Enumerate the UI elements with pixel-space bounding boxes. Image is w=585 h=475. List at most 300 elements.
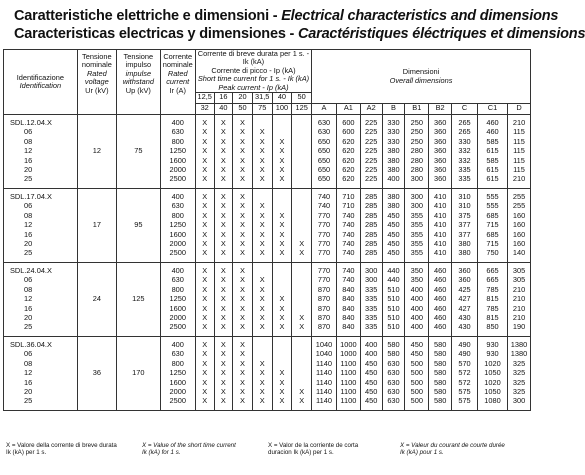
mark: X [259,294,265,304]
mark: X [220,377,226,387]
dimension-col-A [312,189,337,263]
dimension-value: 380 [387,201,400,211]
short-time-mark-col-1 [214,115,233,189]
dimension-value: 285 [365,248,378,258]
header-peak-it: Corrente di picco - Ip (kA) [211,65,296,75]
dimension-value: 427 [458,303,471,313]
mark: X [259,136,265,146]
mark: X [240,294,245,304]
dimension-value: 1380 [510,349,528,359]
mark: X [259,220,265,230]
dimension-value: 460 [486,127,499,137]
dimension-value: 305 [512,275,526,285]
mark: X [220,220,226,230]
mark: X [202,201,208,211]
table-body [4,50,531,411]
short-time-mark-col-3 [252,337,272,411]
mark: X [202,266,208,276]
mark: X [220,127,226,137]
dimension-col-A [312,115,337,189]
footer-note-es [268,442,358,457]
mark [273,201,292,210]
dimension-value: 785 [486,303,499,313]
dimension-value: 450 [387,238,400,248]
short-time-mark-col-4 [272,263,292,337]
dimension-value: 740 [342,238,355,248]
dimension-value: 115 [513,136,525,146]
header-impulse [117,50,161,115]
title-2-regular: Caracteristicas electricas y dimensiones - [14,26,298,42]
dimension-value: 210 [512,312,526,322]
dimension-col-D [508,189,531,263]
model-code: 08 [24,358,33,368]
dimension-value: 580 [433,368,447,378]
dimension-value: 460 [433,275,447,285]
dimension-value: 210 [512,118,526,128]
mark [292,211,311,220]
dimension-value: 427 [458,294,471,304]
footer-note-it [6,442,117,457]
dimension-value: 400 [365,340,378,350]
dimension-value: 355 [410,248,423,258]
dimension-col-C [452,337,478,411]
mark: X [220,368,226,378]
rated-current-value: 1250 [169,368,186,378]
dimension-value: 330 [458,136,471,146]
model-code: 20 [24,238,33,248]
dimension-value: 840 [342,294,355,304]
dimension-value: 630 [387,396,400,406]
mark [292,220,311,229]
dimension-value: 330 [387,127,400,137]
dimension-value: 555 [486,192,499,202]
dimension-value: 650 [317,146,331,156]
mark: X [240,136,245,146]
dimension-value: 380 [387,146,400,156]
dimension-value: 300 [365,275,378,285]
dimension-value: 440 [387,266,400,276]
dimension-col-B [382,263,405,337]
mark [273,192,292,201]
dimension-value: 160 [512,229,526,239]
header-current-5: Ir (A) [169,85,186,95]
dimension-value: 685 [486,229,499,239]
dim-col-header-2: A2 [360,104,382,115]
mark: X [220,192,226,202]
short-time-mark-col-2 [233,337,253,411]
dimension-col-C [452,189,478,263]
rated-current-value: 2500 [169,174,186,184]
dimension-value: 355 [410,220,423,230]
mark: X [299,322,305,332]
short-time-mark-col-1 [214,189,233,263]
dimension-value: 620 [342,136,355,146]
mark [292,174,311,183]
header-dimensions-en: Overall dimensions [389,75,453,85]
title-line-2 [14,27,585,42]
dimension-value: 332 [458,146,471,156]
dimension-value: 440 [387,275,400,285]
dimension-value: 160 [512,220,526,230]
dimension-value: 360 [433,127,447,137]
mark: X [259,155,265,165]
dimension-value: 335 [458,164,471,174]
rated-voltage-value: 12 [77,115,116,189]
dimension-value: 400 [410,294,423,304]
dimension-col-D [508,263,531,337]
mark: X [240,312,245,322]
dimension-value: 500 [410,396,423,406]
dimension-value: 360 [458,275,471,285]
rated-current-value: 1250 [169,146,186,156]
dimension-value: 350 [410,266,423,276]
dimension-value: 310 [458,201,471,211]
dimension-value: 620 [342,174,355,184]
dimension-col-B1 [405,115,429,189]
dimension-value: 1100 [340,358,357,368]
dimension-value: 450 [387,229,400,239]
dimension-value: 600 [342,118,355,128]
dimension-value: 450 [365,358,378,368]
mark: X [279,312,285,322]
group-row-0 [4,115,531,189]
dimension-value: 410 [433,201,447,211]
mark: X [259,284,265,294]
dimension-value: 740 [342,229,355,239]
mark: X [220,164,226,174]
mark [292,137,311,146]
dimension-value: 360 [458,266,471,276]
mark: X [240,164,245,174]
mark: X [259,377,265,387]
short-time-mark-col-3 [252,115,272,189]
dimension-value: 450 [365,368,378,378]
mark: X [202,303,208,313]
dimension-value: 285 [365,210,378,220]
dimension-value: 500 [410,386,423,396]
footer-en-1: X = Value of the short time current [142,442,236,449]
mark: X [279,210,285,220]
mark: X [259,238,265,248]
mark: X [279,303,285,313]
dimension-value: 335 [365,322,378,332]
model-code: 12 [24,368,33,378]
short-time-mark-col-0 [195,337,214,411]
dimension-col-A1 [336,263,360,337]
dimension-value: 740 [342,248,355,258]
dimension-col-A2 [360,189,382,263]
dimension-col-C1 [477,115,507,189]
dim-col-header-0: A [312,104,337,115]
mark: X [202,248,208,258]
mark: X [220,210,226,220]
mark: X [220,358,226,368]
dimension-value: 355 [410,210,423,220]
mark: X [240,368,245,378]
dimension-value: 510 [387,284,400,294]
mark [273,285,292,294]
mark: X [299,248,305,258]
rated-current-value: 800 [171,210,184,220]
dimension-value: 1100 [340,396,357,406]
dimension-value: 1140 [316,358,332,368]
rated-current-value: 1250 [169,220,186,230]
dimension-value: 750 [486,248,499,258]
header-impulse-5: Up (kV) [125,85,151,95]
dimension-value: 335 [365,312,378,322]
footer-en-2: Ik (kA) for 1 s. [142,449,181,457]
mark [292,368,311,377]
mark: X [240,118,245,128]
dimension-value: 1140 [316,386,332,396]
dimension-value: 630 [387,386,400,396]
dimension-value: 1040 [315,349,333,359]
dimension-value: 1020 [484,377,501,387]
mark: X [202,377,208,387]
dimension-value: 225 [365,118,378,128]
dimension-value: 450 [387,220,400,230]
model-code: SDL.17.04.X [10,192,52,202]
mark: X [259,201,265,211]
dimension-value: 510 [387,312,400,322]
dimension-value: 190 [512,322,526,332]
dimension-value: 335 [365,303,378,313]
mark: X [240,210,245,220]
mark: X [202,146,208,156]
dimension-value: 115 [513,146,525,156]
footer-es-1: X = Valor de la corriente de corta [268,442,359,449]
dimension-value: 115 [513,127,525,137]
short-time-mark-col-2 [233,115,253,189]
dimension-value: 325 [512,358,526,368]
model-code: SDL.36.04.X [10,340,52,350]
mark [292,201,311,210]
dimension-col-C [452,263,478,337]
ip-value-2: 50 [233,104,253,115]
mark [253,118,272,127]
dimension-value: 210 [512,294,526,304]
dim-col-header-7: C1 [477,104,507,115]
rated-current-value: 2000 [169,164,186,174]
dimension-value: 375 [458,210,471,220]
dimension-value: 510 [387,303,400,313]
mark [292,378,311,387]
dimension-col-A [312,337,337,411]
dimension-value: 615 [486,174,499,184]
dimension-value: 280 [410,146,423,156]
mark: X [259,358,265,368]
mark: X [240,229,245,239]
dimension-value: 840 [342,322,355,332]
dimension-value: 325 [512,386,526,396]
mark: X [202,275,208,285]
header-identification-en: Identification [19,81,62,91]
dimension-value: 665 [486,275,499,285]
dimension-value: 710 [342,201,355,211]
rated-current-value: 2500 [169,322,186,332]
dimension-value: 280 [410,155,423,165]
header-identification [4,50,78,115]
dimension-col-B [382,115,405,189]
model-code: 20 [24,312,33,322]
mark [273,275,292,284]
rated-current-value: 630 [171,127,184,137]
mark: X [279,377,285,387]
dimension-value: 630 [387,358,400,368]
mark: X [220,294,226,304]
dimension-value: 450 [387,248,400,258]
mark: X [279,238,285,248]
dimension-value: 140 [512,248,526,258]
mark: X [202,127,208,137]
rated-current-value: 2500 [169,396,186,406]
dimension-value: 570 [458,358,471,368]
dimension-value: 460 [433,284,447,294]
short-time-mark-col-0 [195,189,214,263]
rated-current-value: 800 [171,284,184,294]
dimension-value: 685 [486,210,499,220]
dimension-value: 770 [317,220,331,230]
dim-col-header-1: A1 [336,104,360,115]
ip-value-4: 100 [272,104,292,115]
mark: X [202,312,208,322]
dimension-value: 615 [486,146,499,156]
dimension-value: 815 [486,294,499,304]
dimension-col-C [452,115,478,189]
model-cell [4,115,78,189]
header-stc-it: Corrente di breve durata per 1 s. - Ik (kA) [197,49,310,67]
dimension-value: 740 [342,220,355,230]
rated-current-value: 400 [171,118,184,128]
dimension-value: 250 [410,136,423,146]
dimension-value: 377 [458,229,471,239]
dimension-value: 870 [317,322,331,332]
mark: X [240,358,245,368]
dimension-value: 325 [512,377,526,387]
dimension-value: 580 [433,358,447,368]
mark: X [279,220,285,230]
dimension-value: 330 [387,118,400,128]
dimension-col-A1 [336,115,360,189]
dimension-value: 1050 [484,386,501,396]
dimension-value: 300 [410,192,423,202]
dimension-value: 585 [486,155,499,165]
dimension-value: 490 [458,340,471,350]
mark: X [259,303,265,313]
dimension-value: 115 [513,155,525,165]
dimension-value: 310 [458,192,471,202]
mark [292,266,311,275]
mark: X [279,368,285,378]
title-1-italic: Electrical characteristics and dimensions [281,8,559,24]
mark: X [202,118,208,128]
dimension-value: 1100 [340,377,357,387]
mark [273,127,292,136]
mark [292,359,311,368]
mark: X [240,386,245,396]
dimension-value: 335 [458,174,471,184]
ip-value-3: 75 [252,104,272,115]
dimension-value: 300 [410,201,423,211]
short-time-mark-col-4 [272,337,292,411]
mark: X [259,386,265,396]
model-code: 06 [24,275,33,285]
dimension-value: 410 [433,229,447,239]
dimension-value: 410 [433,238,447,248]
mark: X [220,284,226,294]
dimension-col-D [508,115,531,189]
mark: X [279,322,285,332]
dimension-value: 350 [410,275,423,285]
rated-current-value: 1600 [169,303,186,313]
model-code: SDL.24.04.X [10,266,52,276]
dimension-value: 400 [410,303,423,313]
model-code: 16 [24,303,33,313]
model-code: 12 [24,146,33,156]
mark: X [279,248,285,258]
mark: X [220,322,226,332]
short-time-mark-col-1 [214,263,233,337]
footer-note-fr [400,442,505,457]
model-code: 08 [24,284,33,294]
dimension-value: 650 [317,164,331,174]
header-impulse-4: withstand [122,77,154,87]
group-row-1 [4,189,531,263]
model-code: 08 [24,136,33,146]
rated-current-value: 630 [171,349,184,359]
rated-voltage-value: 36 [77,337,116,411]
rated-current-value: 1600 [169,229,186,239]
dimension-value: 360 [433,174,447,184]
rated-current-value: 630 [171,275,184,285]
mark: X [202,136,208,146]
dimension-value: 360 [433,136,447,146]
mark: X [259,322,265,332]
dimension-value: 572 [458,368,471,378]
mark: X [279,164,285,174]
dimension-value: 840 [342,284,355,294]
dimension-value: 160 [512,238,526,248]
mark: X [259,275,265,285]
title-2-italic: Caractéristiques éléctriques et dimensions [297,26,585,42]
dimension-value: 360 [433,155,447,165]
mark: X [279,174,285,184]
dimension-value: 285 [365,192,378,202]
rated-current-value: 800 [171,136,184,146]
mark: X [202,322,208,332]
header-current-1: Corrente [163,52,193,61]
dimension-value: 250 [410,127,423,137]
model-code: 25 [24,174,33,184]
mark [253,266,272,275]
dimension-value: 510 [387,294,400,304]
rated-current-value: 400 [171,266,184,276]
rated-current-value: 2500 [169,248,186,258]
mark: X [240,349,245,359]
mark: X [299,238,305,248]
dimension-value: 1000 [340,340,357,350]
mark [292,285,311,294]
model-code: 16 [24,155,33,165]
dimension-value: 210 [512,174,526,184]
dim-col-header-3: B [382,104,405,115]
mark: X [279,396,285,406]
ik-value-3: 31,5 [252,93,272,104]
dimension-col-B1 [405,337,429,411]
ik-value-5: 50 [292,93,312,104]
mark: X [220,238,226,248]
dimension-value: 715 [486,220,499,230]
